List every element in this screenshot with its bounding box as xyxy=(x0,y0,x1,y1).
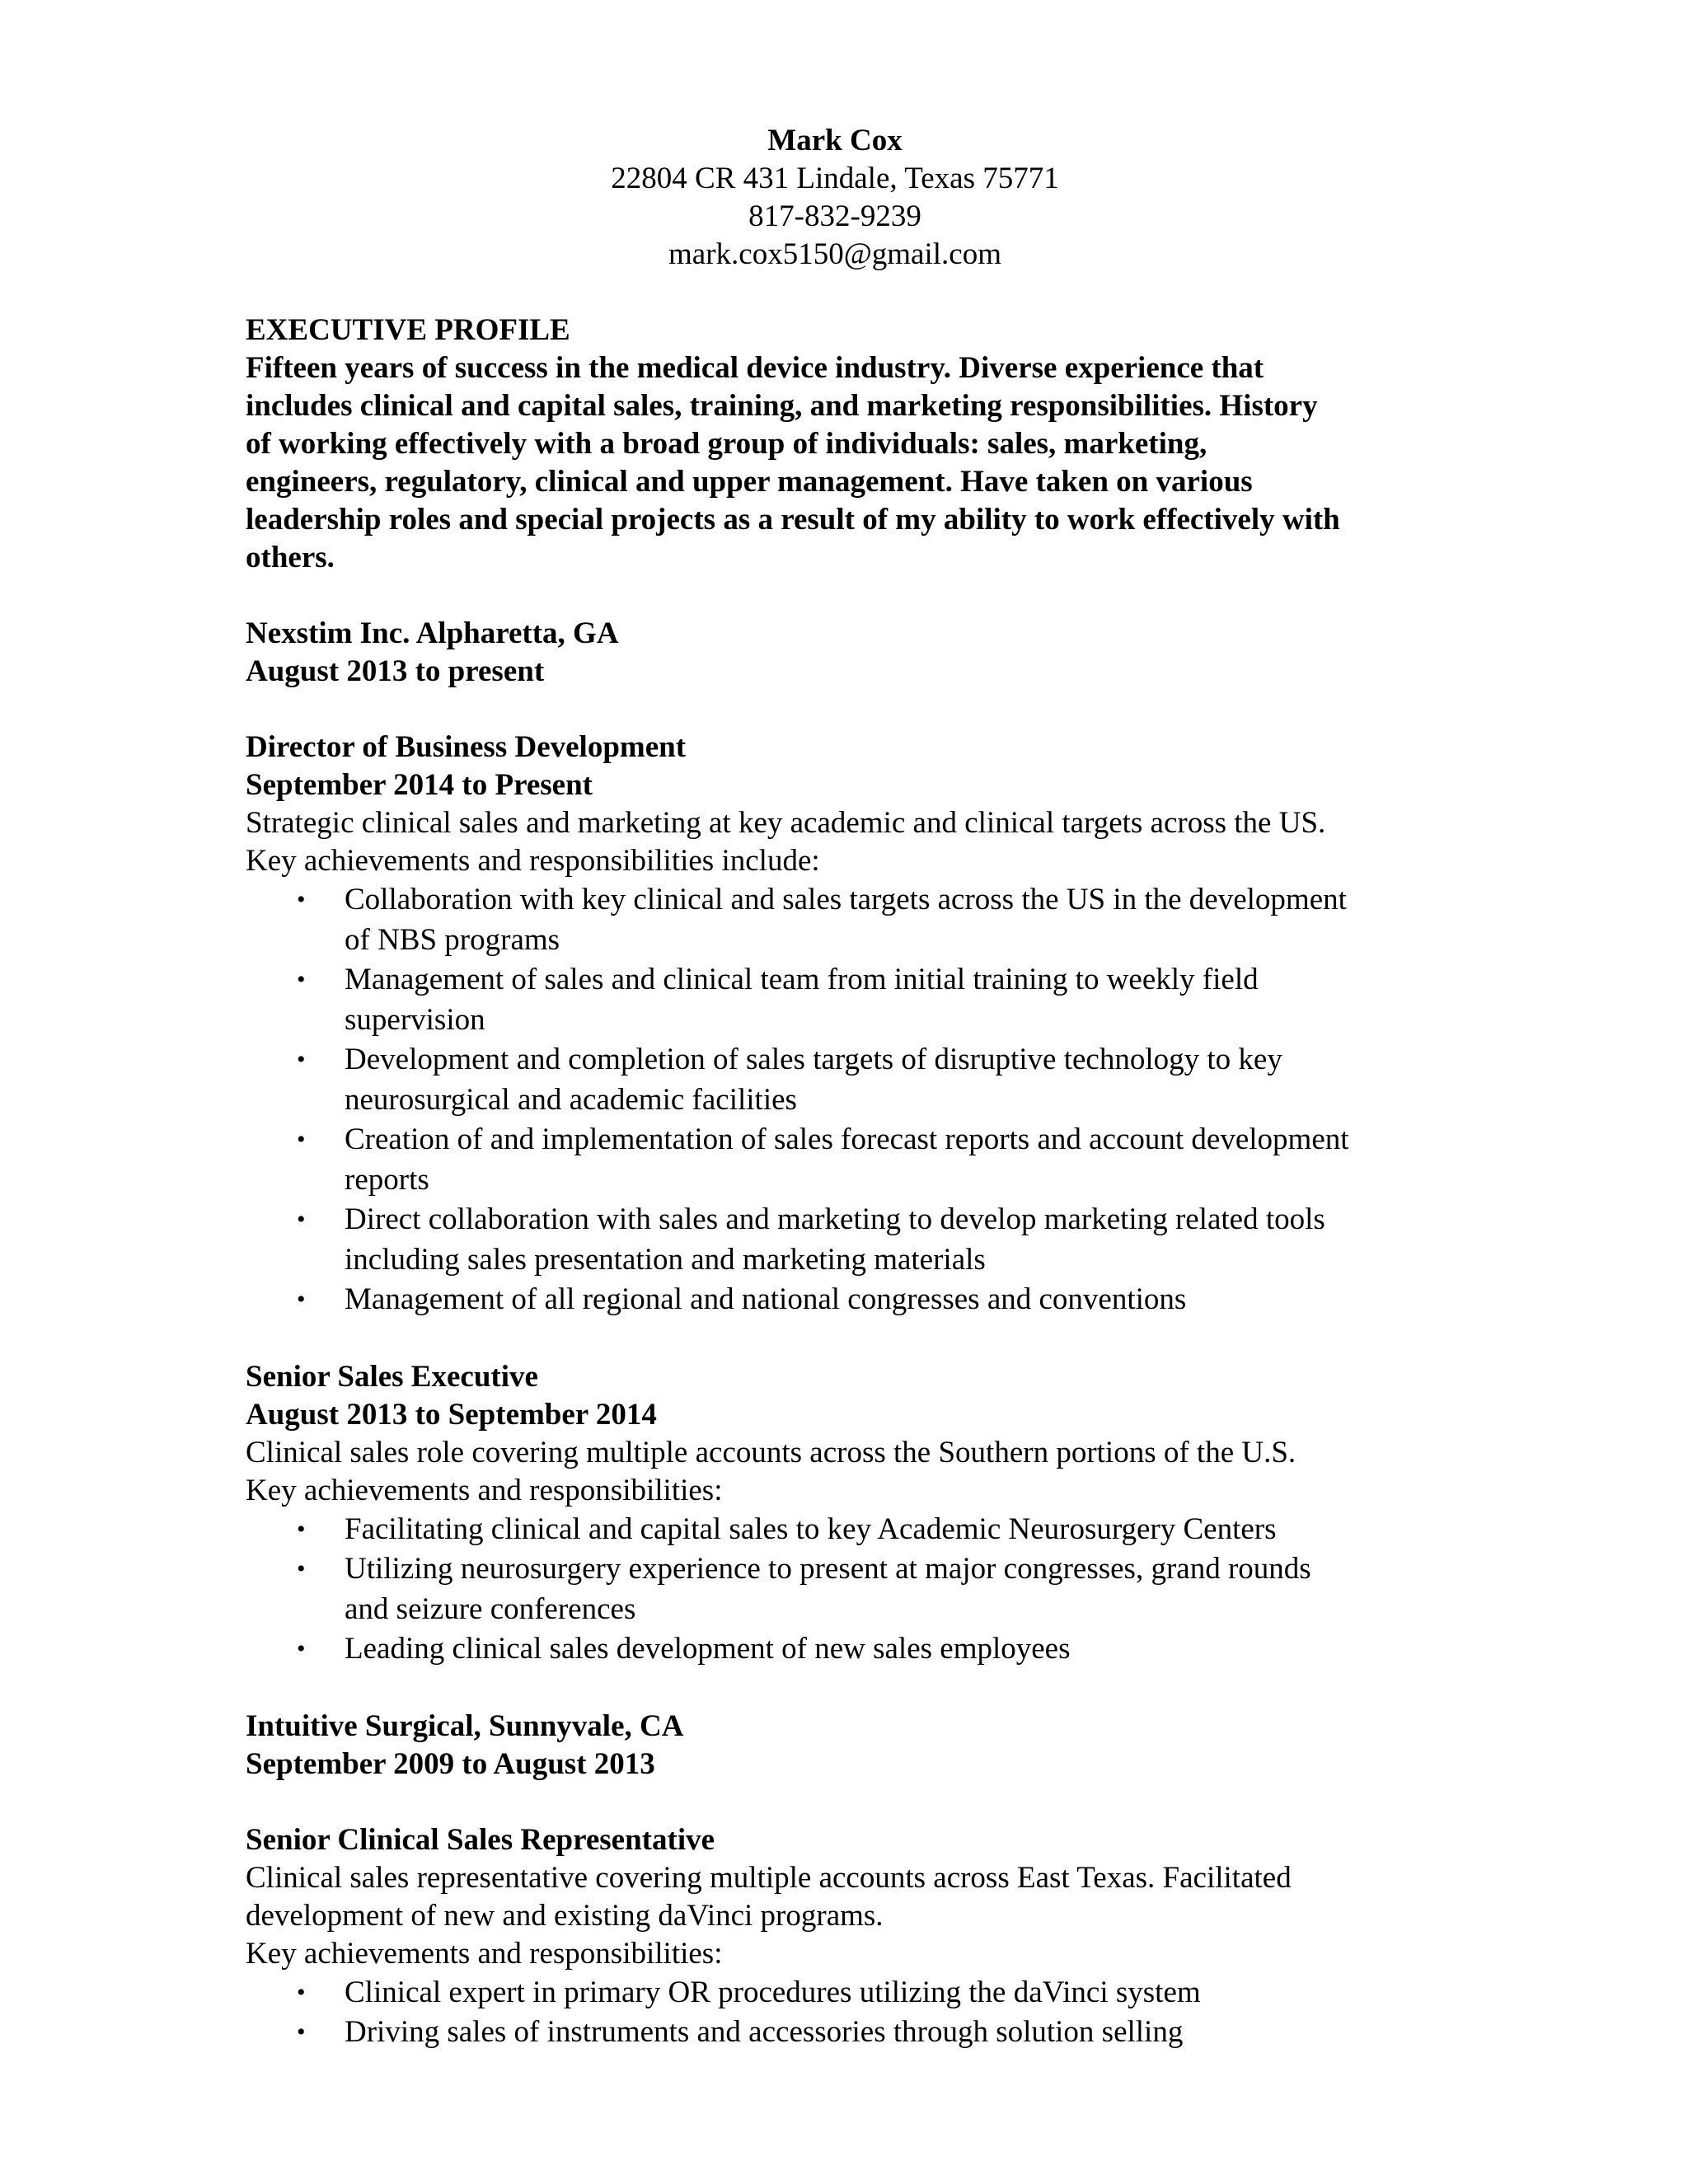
bullet-icon: • xyxy=(297,966,306,993)
job-dates: September 2014 to Present xyxy=(246,768,593,802)
bullet-icon: • xyxy=(297,886,306,913)
list-item: • Clinical expert in primary OR procedures utilizing the daVinci system xyxy=(246,1973,1449,2013)
profile-line: leadership roles and special projects as a result of my ability to work effectively with xyxy=(246,503,1340,537)
list-item: • Leading clinical sales development of new sales employees xyxy=(246,1629,1449,1670)
job-title: Senior Clinical Sales Representative xyxy=(246,1822,715,1857)
responsibilities-list xyxy=(246,880,1449,1320)
address: 22804 CR 431 Lindale, Texas 75771 xyxy=(611,162,1059,195)
responsibilities-intro: Key achievements and responsibilities: xyxy=(246,1936,723,1971)
list-item: • Direct collaboration with sales and marketing to develop marketing related tools including sales presentation and marketing materials xyxy=(246,1200,1449,1280)
responsibilities-intro: Key achievements and responsibilities: xyxy=(246,1473,723,1507)
executive-profile-text xyxy=(246,349,1449,577)
responsibilities-intro: Key achievements and responsibilities include: xyxy=(246,844,820,878)
company-name: Intuitive Surgical, Sunnyvale, CA xyxy=(246,1708,684,1743)
bullet-icon: • xyxy=(297,1635,306,1662)
job-dates: August 2013 to September 2014 xyxy=(246,1397,657,1432)
job-summary: Clinical sales role covering multiple accounts across the Southern portions of the U.S. xyxy=(246,1435,1296,1469)
phone-number: 817-832-9239 xyxy=(748,199,921,233)
candidate-name: Mark Cox xyxy=(767,124,903,157)
list-item: • Management of sales and clinical team from initial training to weekly field supervision xyxy=(246,960,1449,1040)
bullet-icon: • xyxy=(297,2018,306,2046)
list-item: • Creation of and implementation of sales forecast reports and account development reports xyxy=(246,1120,1449,1200)
profile-line: of working effectively with a broad group of individuals: sales, marketing, xyxy=(246,427,1207,461)
list-item: • Management of all regional and national congresses and conventions xyxy=(246,1280,1449,1320)
profile-line: Fifteen years of success in the medical device industry. Diverse experience that xyxy=(246,351,1264,385)
list-item: • Utilizing neurosurgery experience to present at major congresses, grand rounds and seizure conferences xyxy=(246,1549,1449,1629)
job-summary: Clinical sales representative covering multiple accounts across East Texas. Facilitated development of new and existing daVinci programs. xyxy=(246,1860,1292,1933)
profile-line: includes clinical and capital sales, training, and marketing responsibilities. History xyxy=(246,389,1318,423)
bullet-icon: • xyxy=(297,1206,306,1233)
job-summary: Strategic clinical sales and marketing at key academic and clinical targets across the US. xyxy=(246,806,1326,840)
profile-line: others. xyxy=(246,541,335,574)
company-dates: August 2013 to present xyxy=(246,654,545,688)
responsibilities-list xyxy=(246,1973,1449,2053)
email-address: mark.cox5150@gmail.com xyxy=(668,237,1001,271)
responsibilities-list xyxy=(246,1510,1449,1670)
contact-header xyxy=(246,122,1424,274)
executive-profile-heading: EXECUTIVE PROFILE xyxy=(246,313,570,347)
job-title: Senior Sales Executive xyxy=(246,1359,538,1394)
bullet-icon: • xyxy=(297,1126,306,1153)
company-dates: September 2009 to August 2013 xyxy=(246,1746,655,1781)
resume-page xyxy=(246,122,1449,2053)
list-item: • Driving sales of instruments and accessories through solution selling xyxy=(246,2013,1449,2053)
bullet-icon: • xyxy=(297,1046,306,1073)
job-title: Director of Business Development xyxy=(246,730,687,764)
bullet-icon: • xyxy=(297,1555,306,1582)
list-item: • Collaboration with key clinical and sales targets across the US in the development of NBS programs xyxy=(246,880,1449,960)
profile-line: engineers, regulatory, clinical and upper management. Have taken on various xyxy=(246,465,1253,499)
company-name: Nexstim Inc. Alpharetta, GA xyxy=(246,616,619,650)
bullet-icon: • xyxy=(297,1286,306,1313)
list-item: • Development and completion of sales targets of disruptive technology to key neurosurgical and academic facilities xyxy=(246,1040,1449,1120)
bullet-icon: • xyxy=(297,1978,306,2006)
list-item: • Facilitating clinical and capital sales to key Academic Neurosurgery Centers xyxy=(246,1510,1449,1550)
bullet-icon: • xyxy=(297,1515,306,1543)
